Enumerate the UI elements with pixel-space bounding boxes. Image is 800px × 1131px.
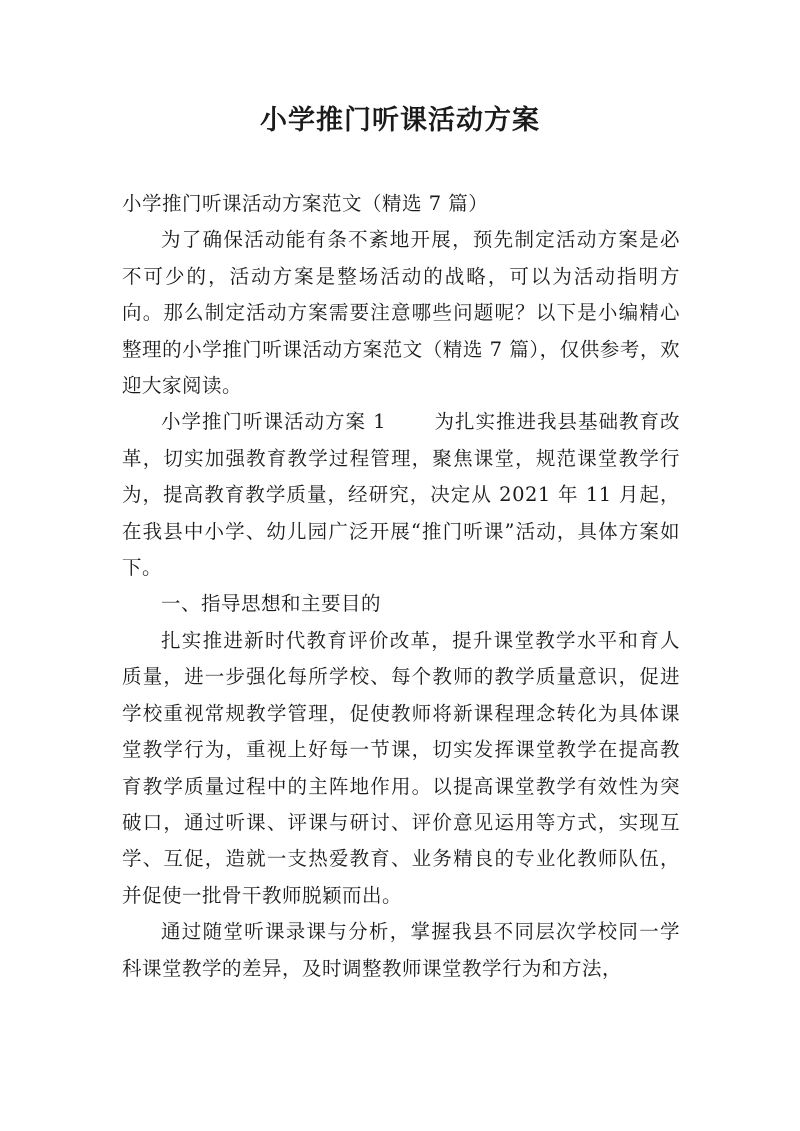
- plan1-text: 为扎实推进我县基础教育改革，切实加强教育教学过程管理，聚焦课堂，规范课堂教学行为，提高教育教学质量，经研究，决定从 2021 年 11 月起，在我县中小学、幼儿园广泛开展“推门听课”活动，具体方案如下。: [122, 410, 680, 580]
- intro-paragraph: 为了确保活动能有条不紊地开展，预先制定活动方案是必不可少的，活动方案是整场活动的战略，可以为活动指明方向。那么制定活动方案需要注意哪些问题呢？以下是小编精心整理的小学推门听课活动方案范文（精选 7 篇），仅供参考，欢迎大家阅读。: [122, 228, 680, 398]
- subtitle-paragraph: 小学推门听课活动方案范文（精选 7 篇）: [122, 192, 489, 215]
- section-body-paragraph: 扎实推进新时代教育评价改革，提升课堂教学水平和育人质量，进一步强化每所学校、每个教师的教学质量意识，促进学校重视常规教学管理，促使教师将新课程理念转化为具体课堂教学行为，重视上好每一节课，切实发挥课堂教学在提高教育教学质量过程中的主阵地作用。以提高课堂教学有效性为突破口，通过听课、评课与研讨、评价意见运用等方式，实现互学、互促，造就一支热爱教育、业务精良的专业化教师队伍，并促使一批骨干教师脱颖而出。: [122, 628, 680, 907]
- section-heading: 一、指导思想和主要目的: [161, 592, 382, 616]
- document-body: [122, 186, 680, 987]
- section-body-paragraph-2: 通过随堂听课录课与分析，掌握我县不同层次学校同一学科课堂教学的差异，及时调整教师课堂教学行为和方法，: [122, 920, 680, 980]
- plan1-heading: 小学推门听课活动方案 1: [161, 410, 387, 434]
- document-title: 小学推门听课活动方案: [260, 105, 540, 136]
- plan1-paragraph: [122, 404, 680, 586]
